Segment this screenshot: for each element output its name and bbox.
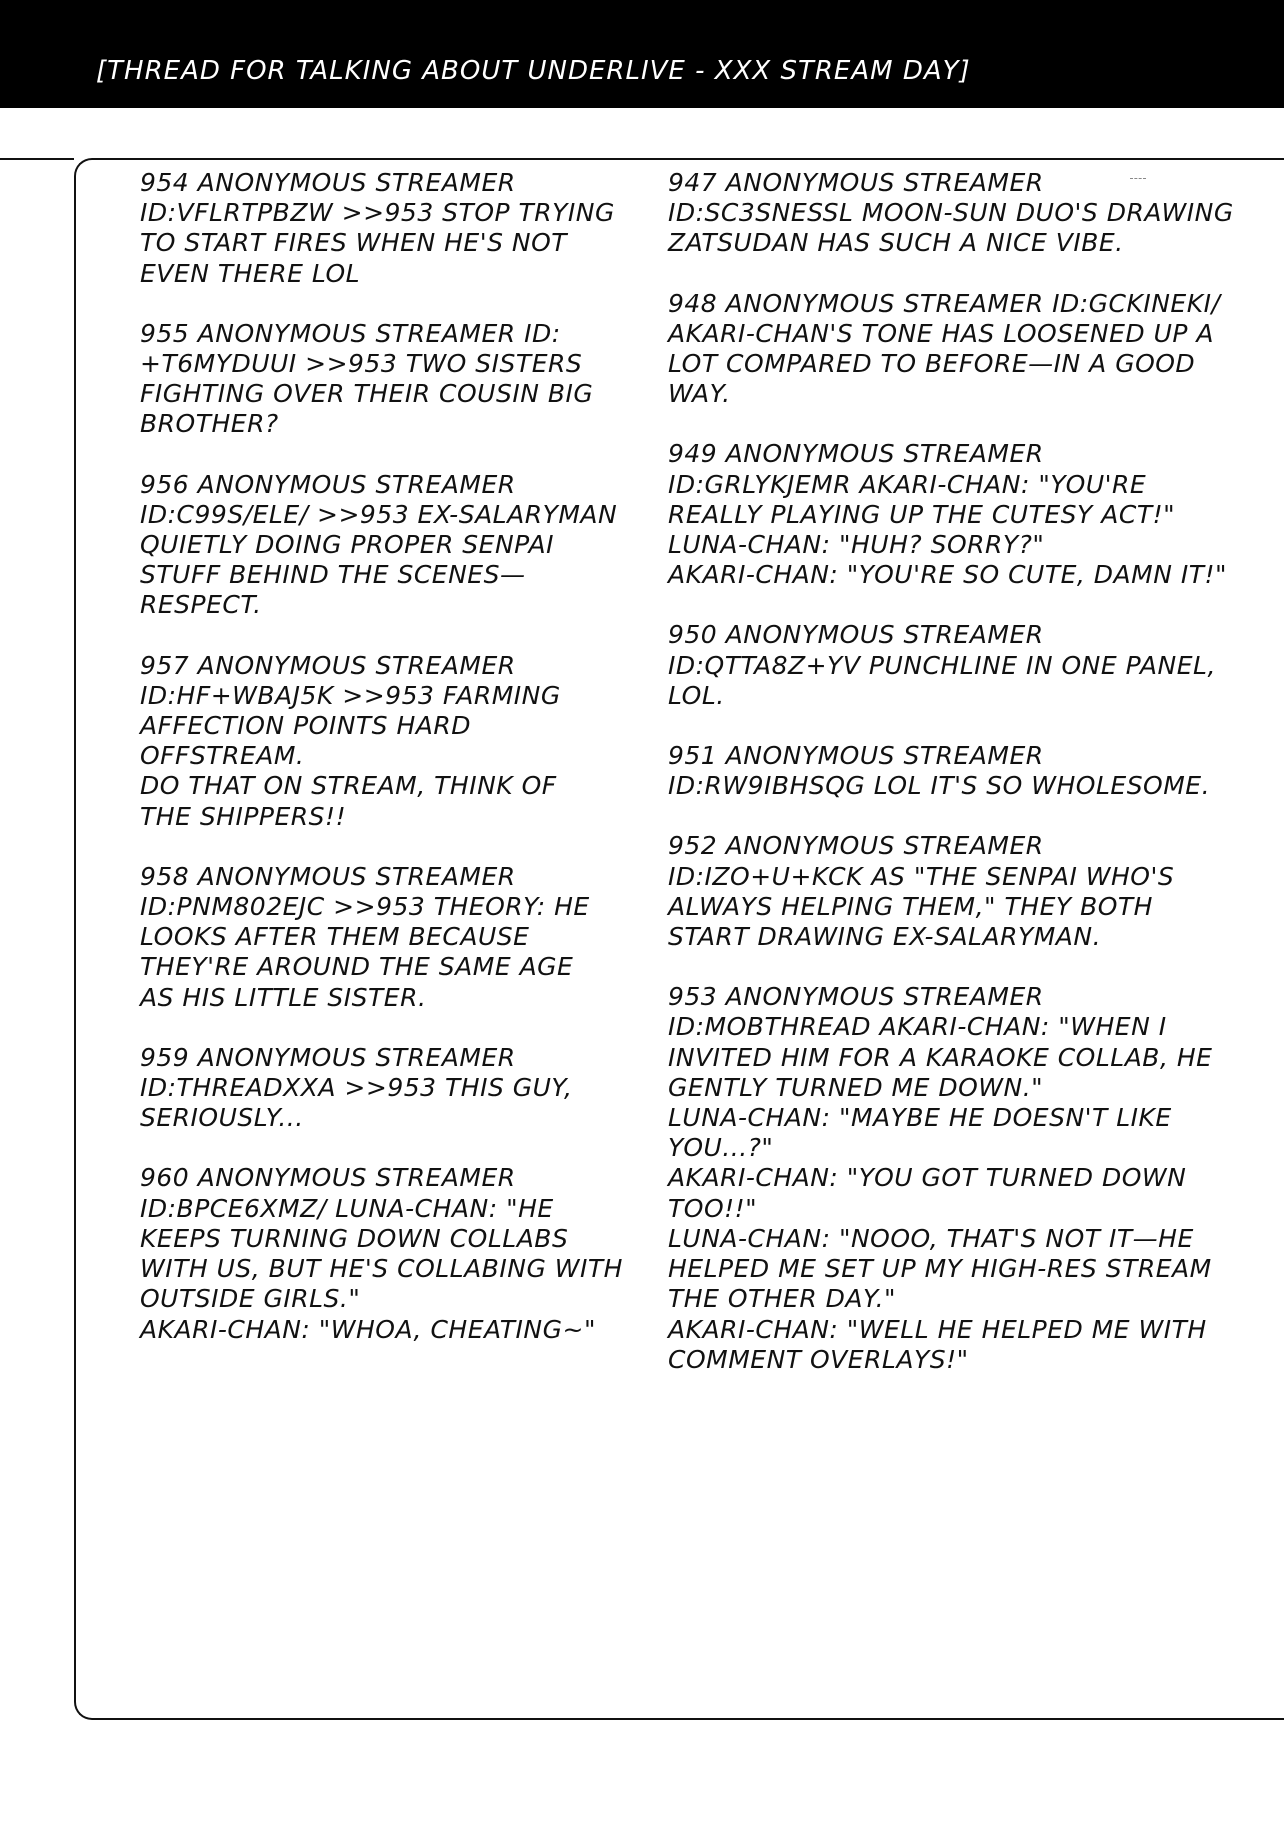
post-text-line: 956 ANONYMOUS STREAMER bbox=[140, 469, 516, 499]
post-text-line: STUFF BEHIND THE SCENES— bbox=[140, 560, 526, 590]
post-text-line: 960 ANONYMOUS STREAMER bbox=[140, 1163, 516, 1193]
post-text-line: ID:IZO+U+KCK AS "THE SENPAI WHO'S bbox=[668, 861, 1175, 891]
post-text-line: 955 ANONYMOUS STREAMER ID: bbox=[140, 318, 561, 348]
thread-post bbox=[140, 469, 618, 621]
post-text-line: SERIOUSLY... bbox=[140, 1103, 304, 1133]
post-text-line: AKARI-CHAN: "WELL HE HELPED ME WITH bbox=[668, 1314, 1207, 1344]
post-text-line: AKARI-CHAN: "YOU'RE SO CUTE, DAMN IT!" bbox=[668, 560, 1228, 590]
post-text-line: ID:THREADXXA >>953 THIS GUY, bbox=[140, 1073, 573, 1103]
post-text-line: YOU...?" bbox=[668, 1133, 774, 1163]
post-text-line: DO THAT ON STREAM, THINK OF bbox=[140, 771, 557, 801]
post-text-line: LOT COMPARED TO BEFORE—IN A GOOD bbox=[668, 349, 1196, 379]
post-text-line: ZATSUDAN HAS SUCH A NICE VIBE. bbox=[668, 228, 1124, 258]
post-text-line: QUIETLY DOING PROPER SENPAI bbox=[140, 530, 554, 560]
post-text-line: ID:QTTA8Z+YV PUNCHLINE IN ONE PANEL, bbox=[668, 650, 1216, 680]
post-text-line: ID:HF+WBAJ5K >>953 FARMING bbox=[140, 680, 561, 710]
post-text-line: ID:BPCE6XMZ/ LUNA-CHAN: "HE bbox=[140, 1193, 554, 1223]
post-text-line: +T6MYDUUI >>953 TWO SISTERS bbox=[140, 349, 583, 379]
thread-header-bar bbox=[0, 0, 1284, 108]
post-text-line: WITH US, BUT HE'S COLLABING WITH bbox=[140, 1254, 623, 1284]
thread-post bbox=[668, 620, 1228, 711]
post-text-line: THE OTHER DAY." bbox=[668, 1284, 897, 1314]
thread-post bbox=[140, 651, 610, 832]
post-text-line: AKARI-CHAN: "YOU GOT TURNED DOWN bbox=[668, 1163, 1187, 1193]
thread-post bbox=[140, 1043, 610, 1134]
thread-post bbox=[668, 982, 1228, 1375]
post-text-line: TOO!!" bbox=[668, 1193, 758, 1223]
post-text-line: THEY'RE AROUND THE SAME AGE bbox=[140, 952, 574, 982]
post-text-line: INVITED HIM FOR A KARAOKE COLLAB, HE bbox=[668, 1042, 1213, 1072]
post-text-line: 954 ANONYMOUS STREAMER bbox=[140, 168, 516, 197]
thread-post bbox=[668, 831, 1228, 952]
post-text-line: 957 ANONYMOUS STREAMER bbox=[140, 650, 516, 680]
post-text-line: LOOKS AFTER THEM BECAUSE bbox=[140, 922, 530, 952]
post-text-line: REALLY PLAYING UP THE CUTESY ACT!" bbox=[668, 499, 1176, 529]
post-text-line: ALWAYS HELPING THEM," THEY BOTH bbox=[668, 891, 1153, 921]
post-text-line: WAY. bbox=[668, 379, 731, 409]
post-text-line: AS HIS LITTLE SISTER. bbox=[140, 982, 427, 1012]
post-text-line: 950 ANONYMOUS STREAMER bbox=[668, 620, 1044, 650]
post-text-line: COMMENT OVERLAYS!" bbox=[668, 1344, 969, 1374]
post-text-line: LUNA-CHAN: "NOOO, THAT'S NOT IT—HE bbox=[668, 1223, 1194, 1253]
thread-post bbox=[668, 168, 1234, 259]
post-text-line: THE SHIPPERS!! bbox=[140, 801, 347, 831]
post-text-line: 951 ANONYMOUS STREAMER bbox=[668, 741, 1044, 771]
post-text-line: 959 ANONYMOUS STREAMER bbox=[140, 1042, 516, 1072]
post-text-line: ID:RW9IBHSQG LOL IT'S SO WHOLESOME. bbox=[668, 771, 1211, 801]
post-text-line: ID:MOBTHREAD AKARI-CHAN: "WHEN I bbox=[668, 1012, 1167, 1042]
post-text-line: AFFECTION POINTS HARD bbox=[140, 711, 472, 741]
thread-post bbox=[140, 319, 610, 440]
post-text-line: GENTLY TURNED ME DOWN." bbox=[668, 1072, 1044, 1102]
thread-title: [THREAD FOR TALKING ABOUT UNDERLIVE - XXX STREAM DAY] bbox=[96, 56, 971, 86]
post-text-line: KEEPS TURNING DOWN COLLABS bbox=[140, 1223, 569, 1253]
post-text-line: EVEN THERE LOL bbox=[140, 258, 361, 288]
thread-post bbox=[668, 439, 1228, 590]
post-text-line: 947 ANONYMOUS STREAMER bbox=[668, 168, 1044, 197]
post-text-line: AKARI-CHAN: "WHOA, CHEATING~" bbox=[140, 1314, 596, 1344]
post-text-line: LUNA-CHAN: "MAYBE HE DOESN'T LIKE bbox=[668, 1103, 1172, 1133]
post-text-line: ID:GRLYKJEMR AKARI-CHAN: "YOU'RE bbox=[668, 469, 1147, 499]
thread-post bbox=[140, 862, 610, 1013]
post-text-line: ID:C99S/ELE/ >>953 EX-SALARYMAN bbox=[140, 499, 618, 529]
post-text-line: TO START FIRES WHEN HE'S NOT bbox=[140, 228, 568, 258]
left-column bbox=[140, 168, 623, 1375]
post-text-line: 952 ANONYMOUS STREAMER bbox=[668, 831, 1044, 861]
thread-post bbox=[140, 1163, 623, 1344]
post-text-line: 958 ANONYMOUS STREAMER bbox=[140, 861, 516, 891]
post-text-line: LOL. bbox=[668, 680, 725, 710]
right-column bbox=[668, 168, 1234, 1405]
post-text-line: RESPECT. bbox=[140, 590, 262, 620]
post-text-line: FIGHTING OVER THEIR COUSIN BIG bbox=[140, 379, 594, 409]
post-text-line: ID:PNM802EJC >>953 THEORY: HE bbox=[140, 892, 590, 922]
post-text-line: OUTSIDE GIRLS." bbox=[140, 1284, 361, 1314]
post-text-line: 953 ANONYMOUS STREAMER bbox=[668, 982, 1044, 1012]
post-text-line: LUNA-CHAN: "HUH? SORRY?" bbox=[668, 530, 1045, 560]
post-text-line: AKARI-CHAN'S TONE HAS LOOSENED UP A bbox=[668, 318, 1215, 348]
thread-post bbox=[668, 741, 1228, 801]
post-text-line: 949 ANONYMOUS STREAMER bbox=[668, 439, 1044, 469]
post-text-line: OFFSTREAM. bbox=[140, 741, 305, 771]
thread-post bbox=[668, 289, 1228, 410]
post-text-line: ID:VFLRTPBZW >>953 STOP TRYING bbox=[140, 198, 615, 228]
thread-post bbox=[140, 168, 615, 289]
post-text-line: 948 ANONYMOUS STREAMER ID:GCKINEKI/ bbox=[668, 288, 1221, 318]
panel-tab-line bbox=[0, 158, 74, 160]
post-text-line: BROTHER? bbox=[140, 409, 279, 439]
post-text-line: ID:SC3SNESSL MOON-SUN DUO'S DRAWING bbox=[668, 198, 1234, 228]
post-text-line: START DRAWING EX-SALARYMAN. bbox=[668, 922, 1102, 952]
post-text-line: HELPED ME SET UP MY HIGH-RES STREAM bbox=[668, 1254, 1212, 1284]
